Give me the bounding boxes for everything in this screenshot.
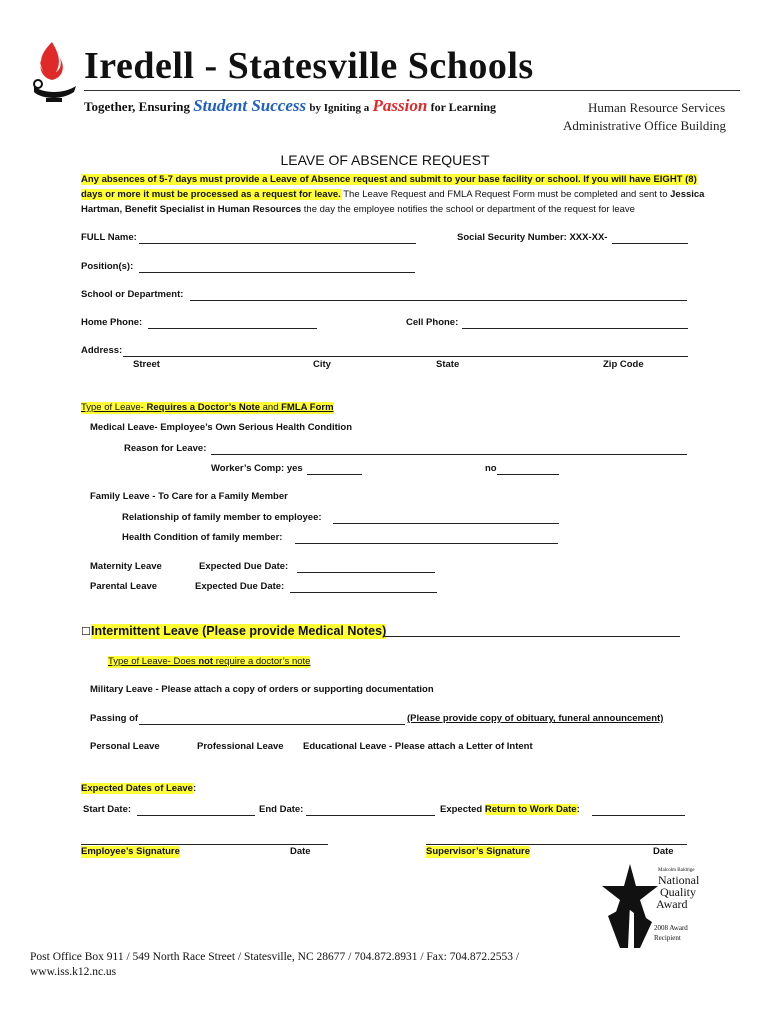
- home-phone-field[interactable]: [148, 318, 317, 329]
- parental-due-field[interactable]: [290, 582, 437, 593]
- maternity-due-field[interactable]: [297, 562, 435, 573]
- header-rule: [84, 90, 740, 91]
- personal-leave-option[interactable]: Personal Leave: [90, 741, 160, 752]
- educational-leave-option[interactable]: Educational Leave - Please attach a Letter of Intent: [303, 741, 533, 752]
- end-date-field[interactable]: [306, 805, 435, 816]
- logo-flame-icon: [28, 38, 80, 106]
- relationship-label: Relationship of family member to employee:: [122, 512, 322, 523]
- full-name-label: FULL Name:: [81, 232, 137, 243]
- family-leave-option[interactable]: Family Leave - To Care for a Family Member: [90, 491, 288, 502]
- start-date-label: Start Date:: [83, 804, 132, 815]
- reason-field[interactable]: [211, 444, 687, 455]
- position-label: Position(s):: [81, 261, 134, 272]
- expected-dates-label: Expected Dates of Leave:: [81, 783, 197, 794]
- school-name: Iredell - Statesville Schools: [84, 45, 534, 87]
- type-of-leave-no-note: Type of Leave- Does not require a doctor’s note: [108, 656, 311, 667]
- cell-phone-label: Cell Phone:: [406, 317, 459, 328]
- baldrige-award-logo: Malcolm Baldrige National Quality Award 2008 Award Recipient: [600, 860, 720, 950]
- supervisor-date-label: Date: [653, 846, 674, 857]
- employee-signature-label: Employee’s Signature: [81, 846, 180, 857]
- workers-comp-no-label: no: [485, 463, 497, 474]
- supervisor-signature-label: Supervisor’s Signature: [426, 846, 531, 857]
- address-label: Address:: [81, 345, 123, 356]
- dept-line-2: Administrative Office Building: [563, 118, 726, 133]
- address-street: Street: [133, 359, 160, 370]
- health-condition-field[interactable]: [295, 533, 558, 544]
- medical-leave-option[interactable]: Medical Leave- Employee’s Own Serious Health Condition: [90, 422, 353, 433]
- intermittent-label: Intermittent Leave (Please provide Medical Notes): [91, 624, 387, 638]
- cell-phone-field[interactable]: [462, 318, 688, 329]
- home-phone-label: Home Phone:: [81, 317, 143, 328]
- end-date-label: End Date:: [259, 804, 304, 815]
- tagline: Together, Ensuring Student Success by Igniting a Passion for Learning: [84, 96, 497, 115]
- address-zip: Zip Code: [603, 359, 644, 370]
- passing-note: (Please provide copy of obituary, funeral announcement): [407, 713, 664, 724]
- maternity-leave-option[interactable]: Maternity Leave: [90, 561, 162, 572]
- footer-address: Post Office Box 911 / 549 North Race Street / Statesville, NC 28677 / 704.872.8931 / Fax: 704.872.2553 /: [30, 951, 520, 963]
- passing-field[interactable]: [139, 714, 405, 725]
- reason-label: Reason for Leave:: [124, 443, 207, 454]
- address-field[interactable]: [123, 346, 688, 357]
- address-city: City: [313, 359, 331, 370]
- intermittent-checkbox[interactable]: ☐: [81, 626, 91, 638]
- intro-paragraph: Any absences of 5-7 days must provide a Leave of Absence request and submit to your base facility or school. If you will have EIGHT (8) days or more it must be processed as a request for leave. The Leave Request and FMLA Request Form must be completed and sent to Jessica Hartman, Benefit Specialist in Human Resources the day the employee notifies the school or department of the request for leave: [81, 174, 705, 215]
- supervisor-signature-field[interactable]: [426, 834, 687, 845]
- ssn-field[interactable]: [612, 233, 688, 244]
- military-leave-option[interactable]: Military Leave - Please attach a copy of orders or supporting documentation: [90, 684, 434, 695]
- return-date-label: Expected Return to Work Date:: [440, 804, 580, 815]
- employee-signature-field[interactable]: [81, 834, 328, 845]
- form-title: LEAVE OF ABSENCE REQUEST: [280, 152, 490, 168]
- employee-date-label: Date: [290, 846, 311, 857]
- award-star-icon: [600, 864, 660, 948]
- dept-line-1: Human Resource Services: [588, 100, 726, 115]
- address-state: State: [436, 359, 460, 370]
- position-field[interactable]: [139, 262, 415, 273]
- maternity-due-label: Expected Due Date:: [199, 561, 289, 572]
- professional-leave-option[interactable]: Professional Leave: [197, 741, 284, 752]
- workers-comp-no-field[interactable]: [497, 464, 559, 475]
- footer-website: www.iss.k12.nc.us: [30, 966, 117, 978]
- type-of-leave-requires: Type of Leave- Requires a Doctor’s Note and FMLA Form: [81, 402, 334, 413]
- parental-due-label: Expected Due Date:: [195, 581, 285, 592]
- return-date-field[interactable]: [592, 805, 685, 816]
- health-condition-label: Health Condition of family member:: [122, 532, 283, 543]
- intermittent-field[interactable]: [383, 626, 680, 637]
- school-label: School or Department:: [81, 289, 184, 300]
- full-name-field[interactable]: [139, 233, 416, 244]
- school-field[interactable]: [190, 290, 687, 301]
- workers-comp-yes-field[interactable]: [307, 464, 362, 475]
- relationship-field[interactable]: [333, 513, 559, 524]
- start-date-field[interactable]: [137, 805, 255, 816]
- parental-leave-option[interactable]: Parental Leave: [90, 581, 158, 592]
- workers-comp-label: Worker’s Comp: yes: [211, 463, 303, 474]
- ssn-label: Social Security Number: XXX-XX-: [457, 232, 608, 243]
- passing-label: Passing of: [90, 713, 139, 724]
